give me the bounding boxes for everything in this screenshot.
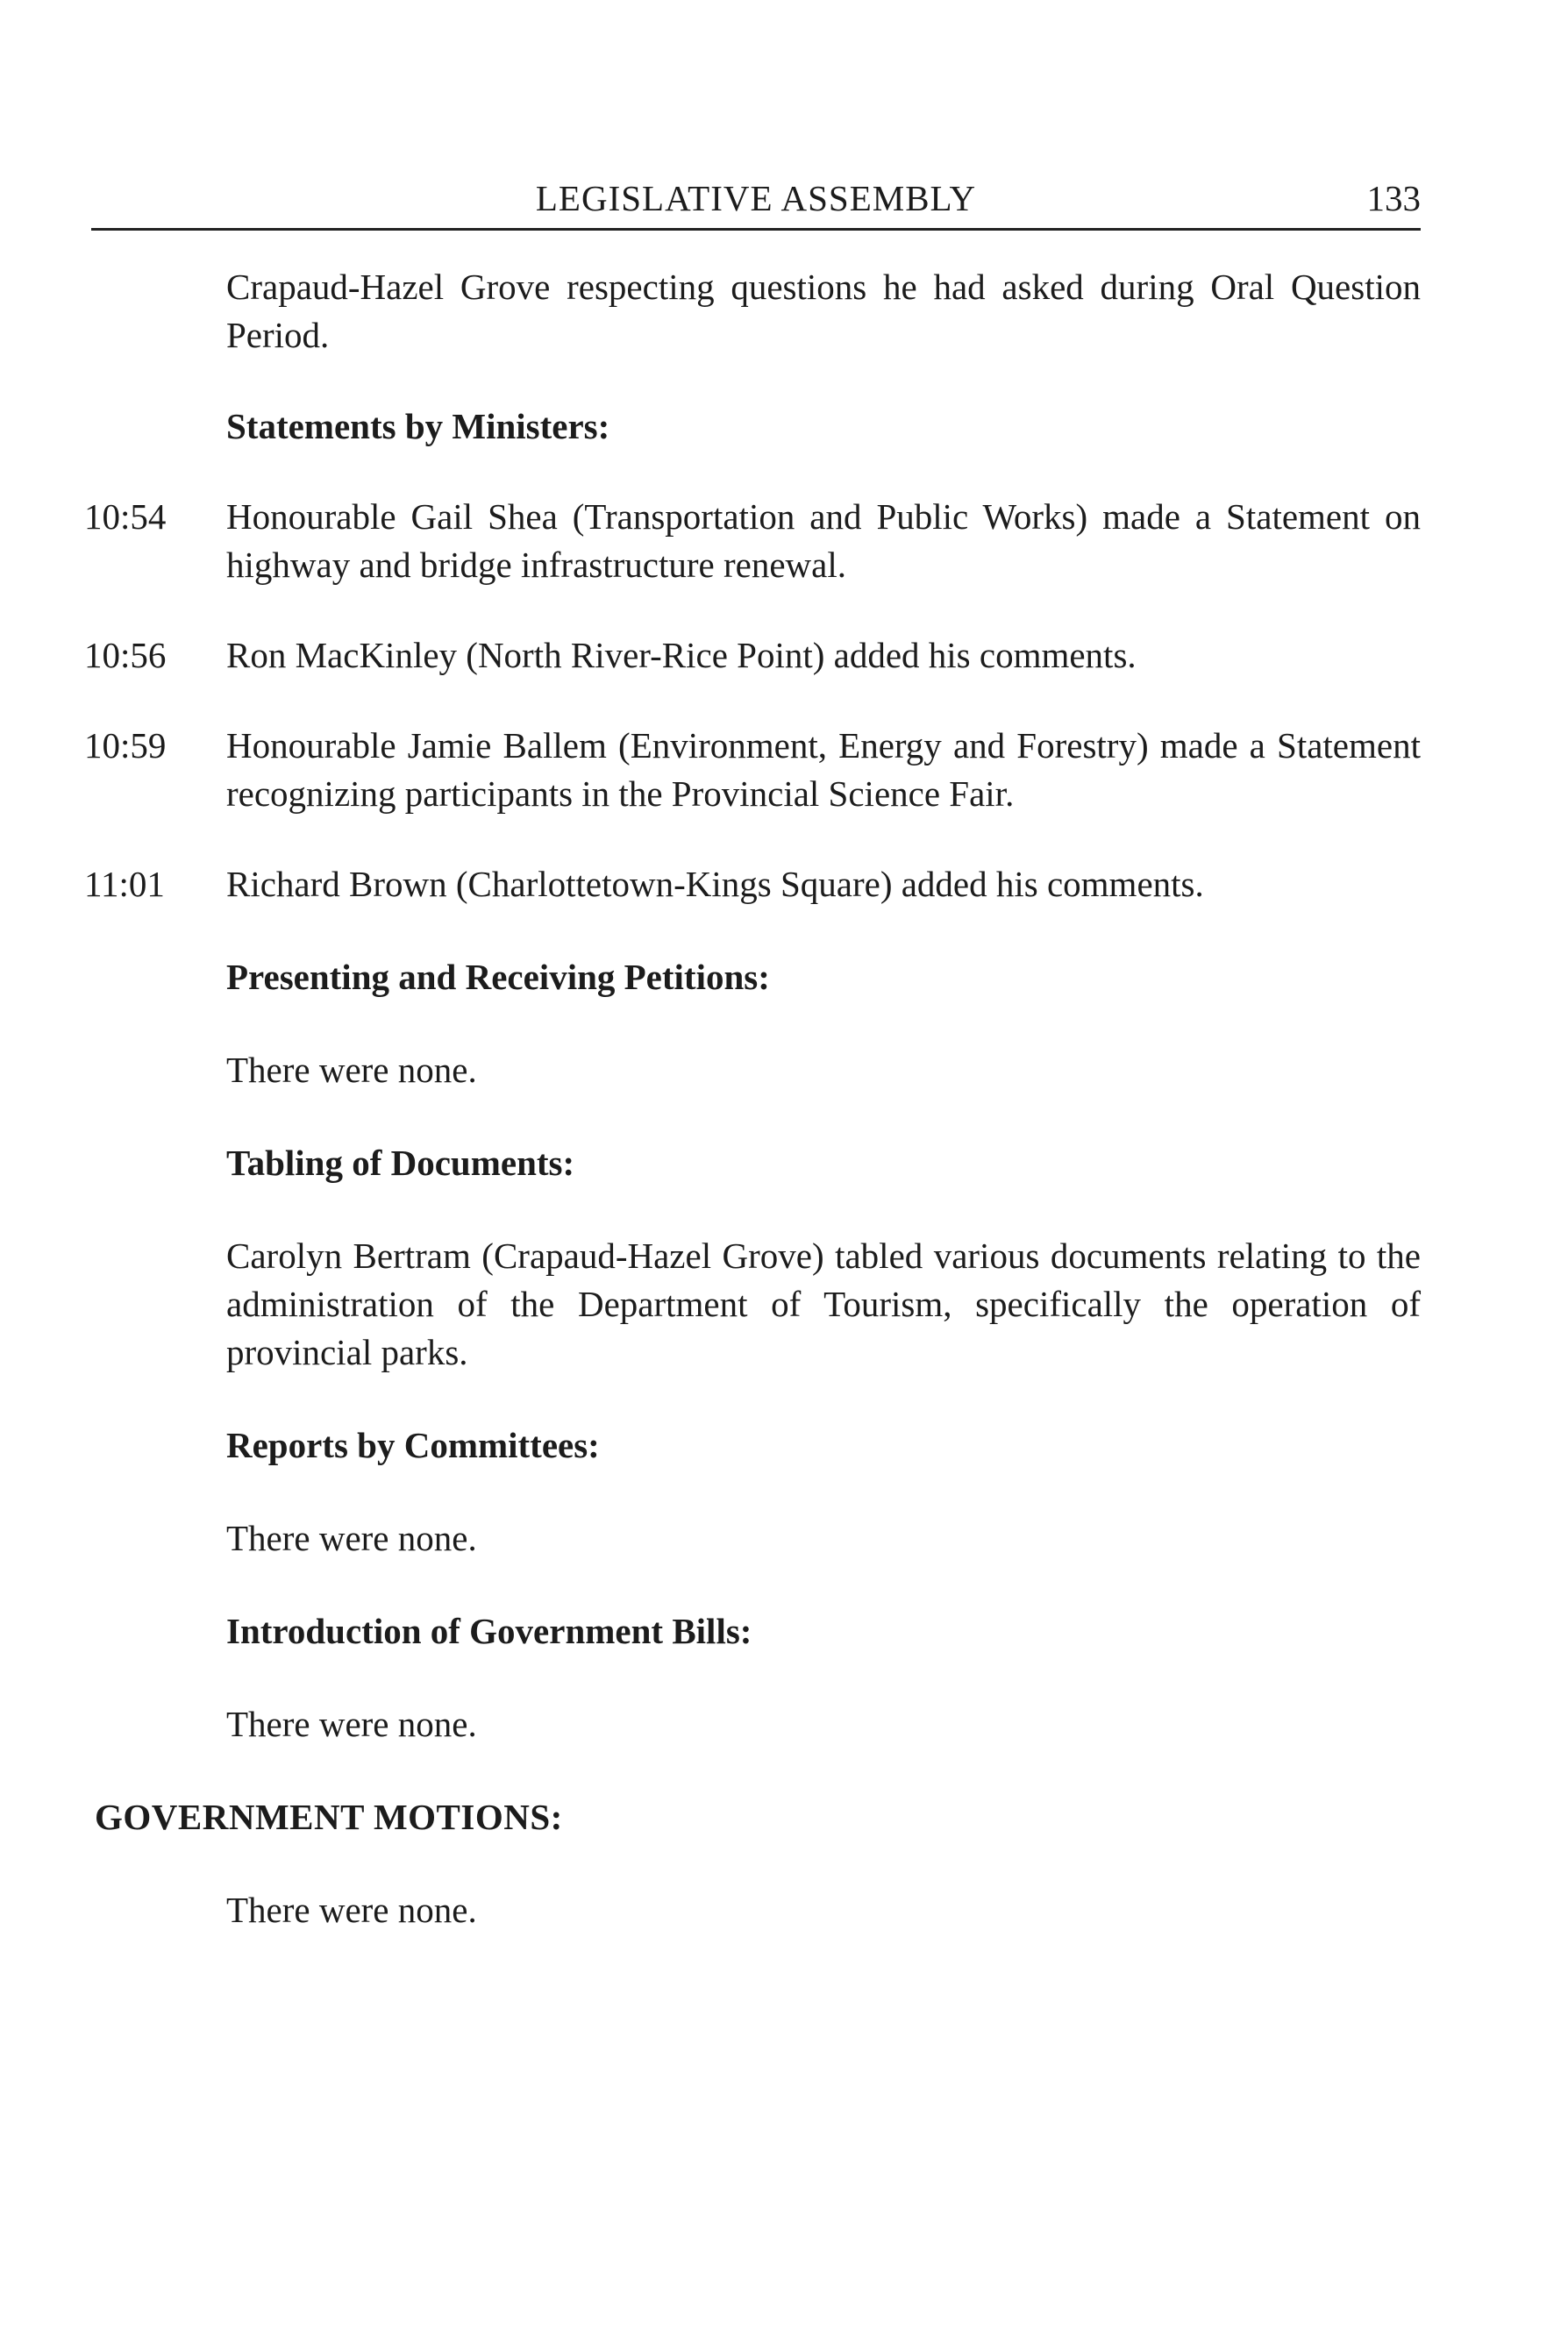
committee-reports-text: There were none. [226, 1518, 477, 1558]
entry-text: Honourable Gail Shea (Transportation and Public Works) made a Statement on highway and bridge infrastructure renewal. [226, 496, 1421, 585]
header-title: LEGISLATIVE ASSEMBLY [535, 178, 977, 218]
entry-text: Ron MacKinley (North River-Rice Point) added his comments. [226, 635, 1137, 675]
page-number: 133 [1366, 178, 1421, 218]
page-header [91, 172, 1421, 231]
entry-text: Richard Brown (Charlottetown-Kings Square) added his comments. [226, 864, 1204, 904]
entry-time: 10:56 [84, 635, 167, 675]
government-bills-text: There were none. [226, 1704, 477, 1744]
heading-tabling-of-documents: Tabling of Documents: [226, 1143, 575, 1183]
continuation-paragraph: Crapaud-Hazel Grove respecting questions he had asked during Oral Question Period. [226, 267, 1421, 355]
heading-government-motions: GOVERNMENT MOTIONS: [95, 1797, 563, 1837]
minister-statement-entry [0, 860, 1568, 908]
government-motions-text: There were none. [226, 1890, 477, 1930]
petitions-text: There were none. [226, 1050, 477, 1090]
entry-text: Honourable Jamie Ballem (Environment, Energy and Forestry) made a Statement recognizing participants in the Provincial Science Fair. [226, 725, 1421, 814]
minister-statement-entry [0, 722, 1568, 818]
entry-time: 10:54 [84, 496, 167, 537]
minister-statement-entry [0, 631, 1568, 680]
entry-time: 10:59 [84, 725, 167, 766]
page-content [0, 263, 1568, 1934]
minister-statement-entry [0, 493, 1568, 589]
heading-government-bills: Introduction of Government Bills: [226, 1611, 752, 1651]
heading-statements-by-ministers: Statements by Ministers: [226, 406, 610, 446]
entry-time: 11:01 [84, 864, 165, 904]
tabling-text: Carolyn Bertram (Crapaud-Hazel Grove) tabled various documents relating to the administration of the Department of Tourism, specifically the operation of provincial parks. [226, 1236, 1421, 1372]
heading-petitions: Presenting and Receiving Petitions: [226, 957, 770, 997]
heading-reports-by-committees: Reports by Committees: [226, 1425, 600, 1465]
